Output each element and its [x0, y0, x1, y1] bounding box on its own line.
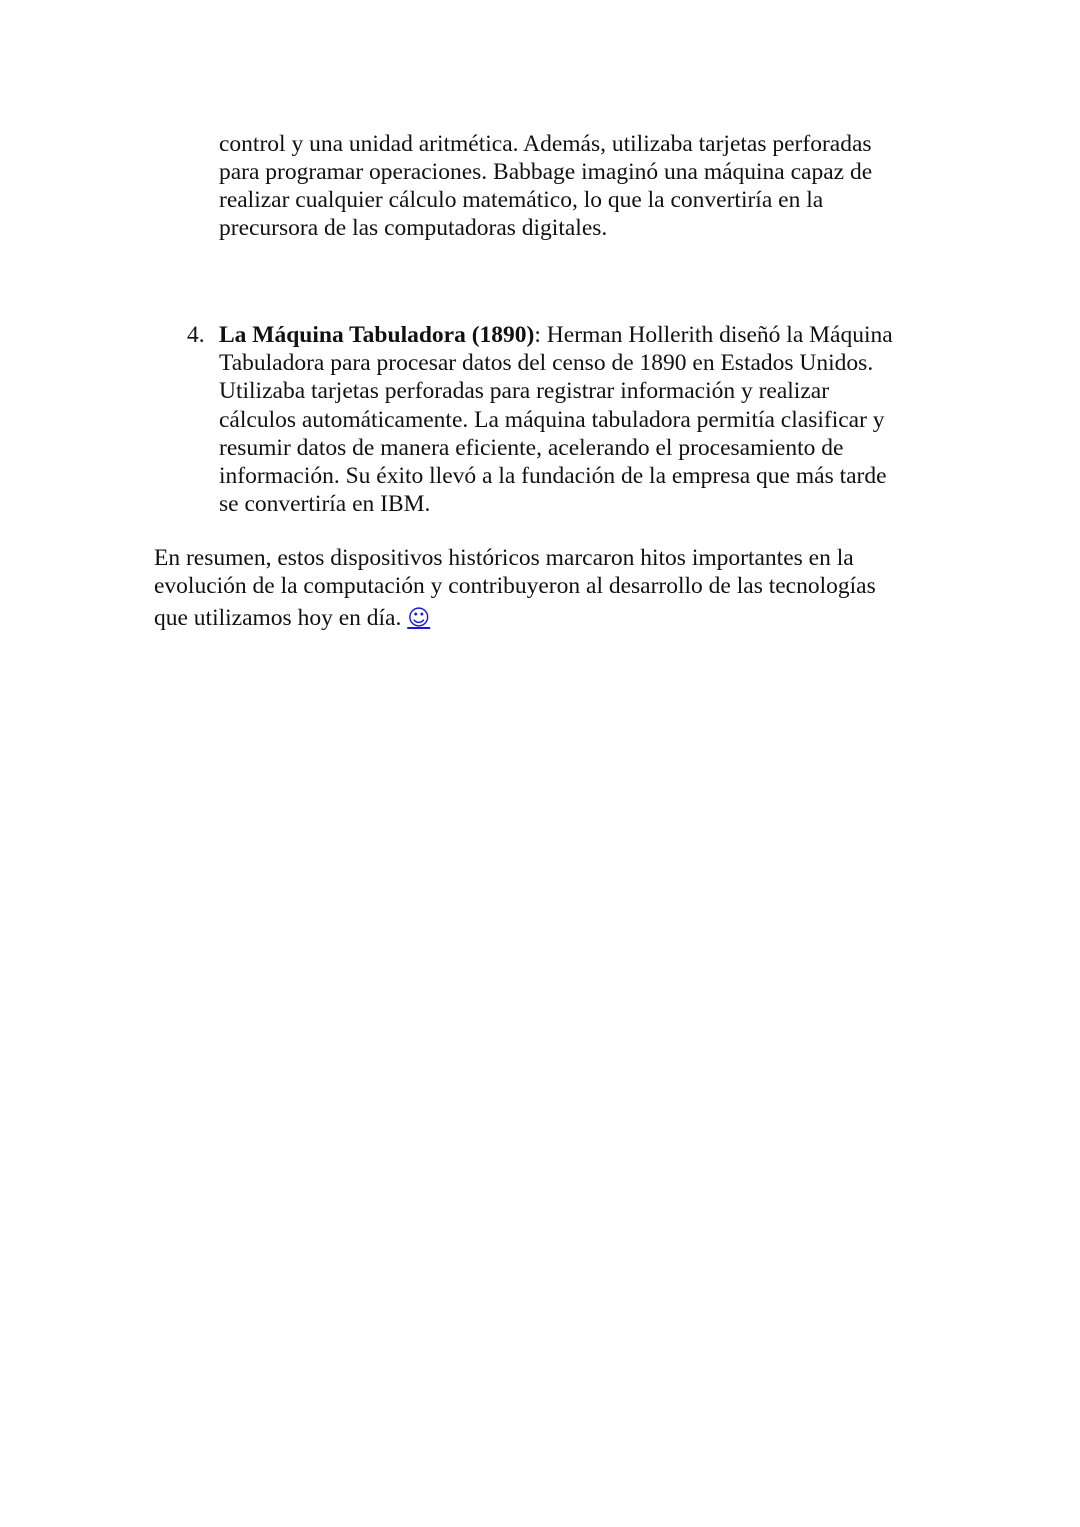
summary-last-line-text: que utilizamos hoy en día. [154, 605, 402, 631]
list-item-line: resumir datos de manera eficiente, acelerando el procesamiento de [219, 435, 844, 461]
summary-line: En resumen, estos dispositivos históricos marcaron hitos importantes en la [154, 545, 854, 571]
list-item-line: Tabuladora para procesar datos del censo de 1890 en Estados Unidos. [219, 350, 874, 376]
list-item-title: La Máquina Tabuladora (1890) [219, 322, 535, 348]
list-item-line: Utilizaba tarjetas perforadas para registrar información y realizar [219, 378, 830, 404]
list-item-line: cálculos automáticamente. La máquina tabuladora permitía clasificar y [219, 407, 885, 433]
smiley-icon[interactable]: ☺ [407, 606, 431, 631]
summary-line: evolución de la computación y contribuyeron al desarrollo de las tecnologías [154, 573, 876, 599]
list-item-first-line [219, 321, 893, 349]
summary-last-line [154, 604, 430, 633]
list-item-line: se convertiría en IBM. [219, 491, 431, 517]
paragraph-line: realizar cualquier cálculo matemático, lo que la convertiría en la [219, 187, 824, 213]
list-item-line: información. Su éxito llevó a la fundación de la empresa que más tarde [219, 463, 887, 489]
paragraph-line: para programar operaciones. Babbage imaginó una máquina capaz de [219, 159, 873, 185]
paragraph-line: control y una unidad aritmética. Además, utilizaba tarjetas perforadas [219, 131, 872, 157]
list-number: 4. [187, 322, 205, 348]
list-item-first-line-rest: : Herman Hollerith diseñó la Máquina [534, 322, 893, 348]
paragraph-line: precursora de las computadoras digitales. [219, 215, 608, 241]
